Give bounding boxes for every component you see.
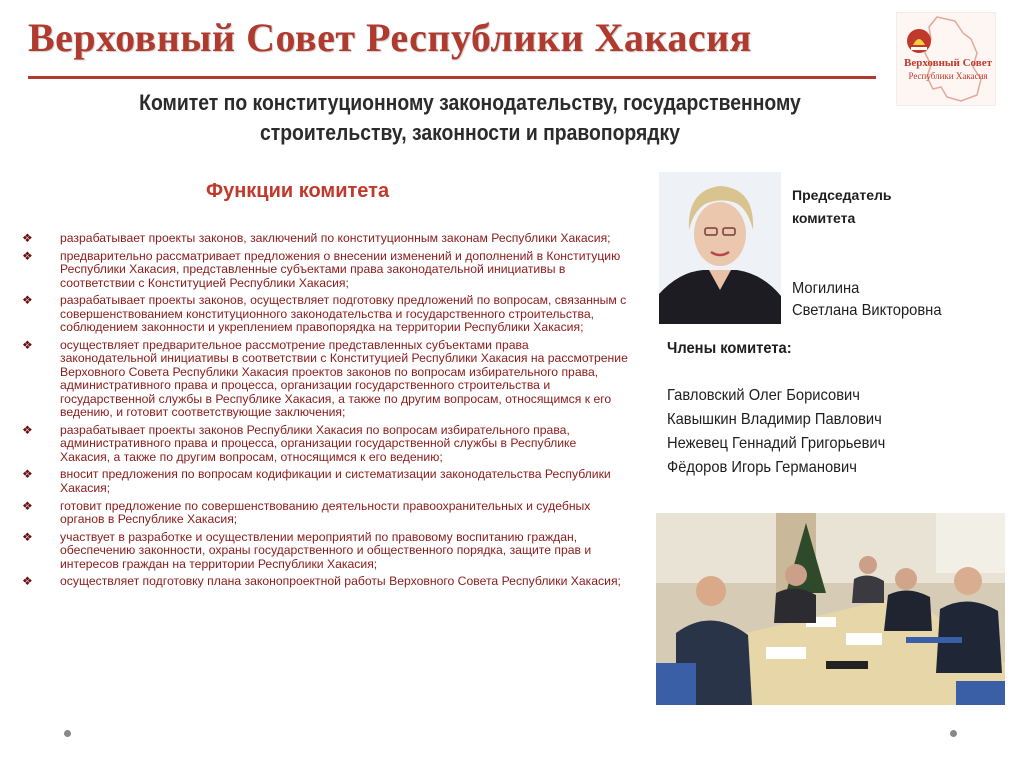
list-item bbox=[22, 424, 628, 464]
list-item bbox=[22, 339, 628, 419]
function-text: готовит предложение по совершенствованию деятельности правоохранительных и судебных органов в Республике Хакасия; bbox=[60, 498, 591, 527]
diamond-bullet-icon: ❖ bbox=[22, 422, 33, 437]
members-list bbox=[667, 384, 885, 480]
list-item bbox=[22, 232, 628, 245]
parliament-logo bbox=[896, 12, 996, 106]
slide-nav-dot-right[interactable] bbox=[950, 730, 957, 737]
member-name: Нежевец Геннадий Григорьевич bbox=[667, 435, 886, 452]
list-item bbox=[22, 575, 628, 588]
functions-list bbox=[22, 232, 628, 593]
function-text: вносит предложения по вопросам кодификации и систематизации законодательства Республики Хакасия; bbox=[60, 467, 611, 495]
functions-heading: Функции комитета bbox=[206, 180, 390, 202]
chair-name bbox=[792, 278, 976, 322]
committee-title bbox=[83, 88, 857, 148]
committee-title-line2: строительству, законности и правопорядку bbox=[259, 120, 681, 145]
logo-text-primary: Верховный Совет bbox=[904, 57, 992, 69]
logo-text-secondary: Республики Хакасия bbox=[908, 71, 988, 81]
function-text: осуществляет предварительное рассмотрение представленных субъектами права законодательной инициативы в соответствии с Конституцией Республики Хакасия на рассмотрение Верховного Совета Республики Хакасия проектов законов по вопросам избирательного права, административного права и процесса, организации государственного строительства и государственной службы в Республике Хакасия, а также по другим вопросам, относящимся к его ведению, и готовит соответствующие заключения; bbox=[60, 338, 628, 420]
member-name: Фёдоров Игорь Германович bbox=[667, 459, 857, 476]
function-text: осуществляет подготовку плана законопроектной работы Верховного Совета Республики Хакасия; bbox=[60, 574, 621, 589]
member-name: Гавловский Олег Борисович bbox=[667, 387, 860, 404]
committee-title-line1: Комитет по конституционному законодательству, государственному bbox=[139, 90, 801, 115]
function-text: предварительно рассматривает предложения о внесении изменений и дополнений в Конституцию Республики Хакасия, представленные субъектами права законодательной инициативы в соответствии с Конституцией Республики Хакасия; bbox=[60, 248, 621, 290]
function-text: разрабатывает проекты законов, осуществляет подготовку предложений по вопросам, связанным с совершенствованием конституционного законодательства и государственного строительства, соблюдением законности и укреплением правопорядка на территории Республики Хакасия; bbox=[60, 293, 627, 335]
member-name: Кавышкин Владимир Павлович bbox=[667, 411, 882, 428]
list-item bbox=[22, 250, 628, 290]
diamond-bullet-icon: ❖ bbox=[22, 467, 33, 482]
function-text: участвует в разработке и осуществлении мероприятий по правовому воспитанию граждан, обеспечению законности, охраны государственного и общественного порядка, защите прав и интересов граждан на территории Республики Хакасия; bbox=[60, 529, 592, 571]
chair-portrait-photo bbox=[659, 172, 781, 324]
page-title: Верховный Совет Республики Хакасия bbox=[28, 15, 752, 60]
chair-surname: Могилина bbox=[792, 280, 860, 297]
chair-given-names: Светлана Викторовна bbox=[792, 302, 942, 319]
diamond-bullet-icon: ❖ bbox=[22, 338, 33, 353]
diamond-bullet-icon: ❖ bbox=[22, 231, 33, 245]
chair-label bbox=[792, 184, 972, 230]
members-heading: Члены комитета: bbox=[667, 340, 792, 357]
list-item bbox=[22, 500, 628, 527]
diamond-bullet-icon: ❖ bbox=[22, 498, 33, 513]
chair-label-line1: Председатель bbox=[792, 187, 892, 203]
diamond-bullet-icon: ❖ bbox=[22, 574, 33, 589]
list-item bbox=[22, 531, 628, 571]
diamond-bullet-icon: ❖ bbox=[22, 248, 33, 263]
function-text: разрабатывает проекты законов Республики Хакасия по вопросам избирательного права, административного права и процесса, организации государственной службы в Республике Хакасия, а также по другим вопросам, относящимся к его ведению; bbox=[60, 422, 577, 464]
list-item bbox=[22, 294, 628, 334]
chair-label-line2: комитета bbox=[792, 210, 856, 226]
committee-meeting-photo bbox=[656, 513, 1005, 705]
slide-nav-dot-left[interactable] bbox=[64, 730, 71, 737]
list-item bbox=[22, 468, 628, 495]
diamond-bullet-icon: ❖ bbox=[22, 529, 33, 544]
function-text: разрабатывает проекты законов, заключений по конституционным законам Республики Хакасия; bbox=[60, 231, 611, 245]
diamond-bullet-icon: ❖ bbox=[22, 293, 33, 308]
title-divider bbox=[28, 76, 876, 79]
